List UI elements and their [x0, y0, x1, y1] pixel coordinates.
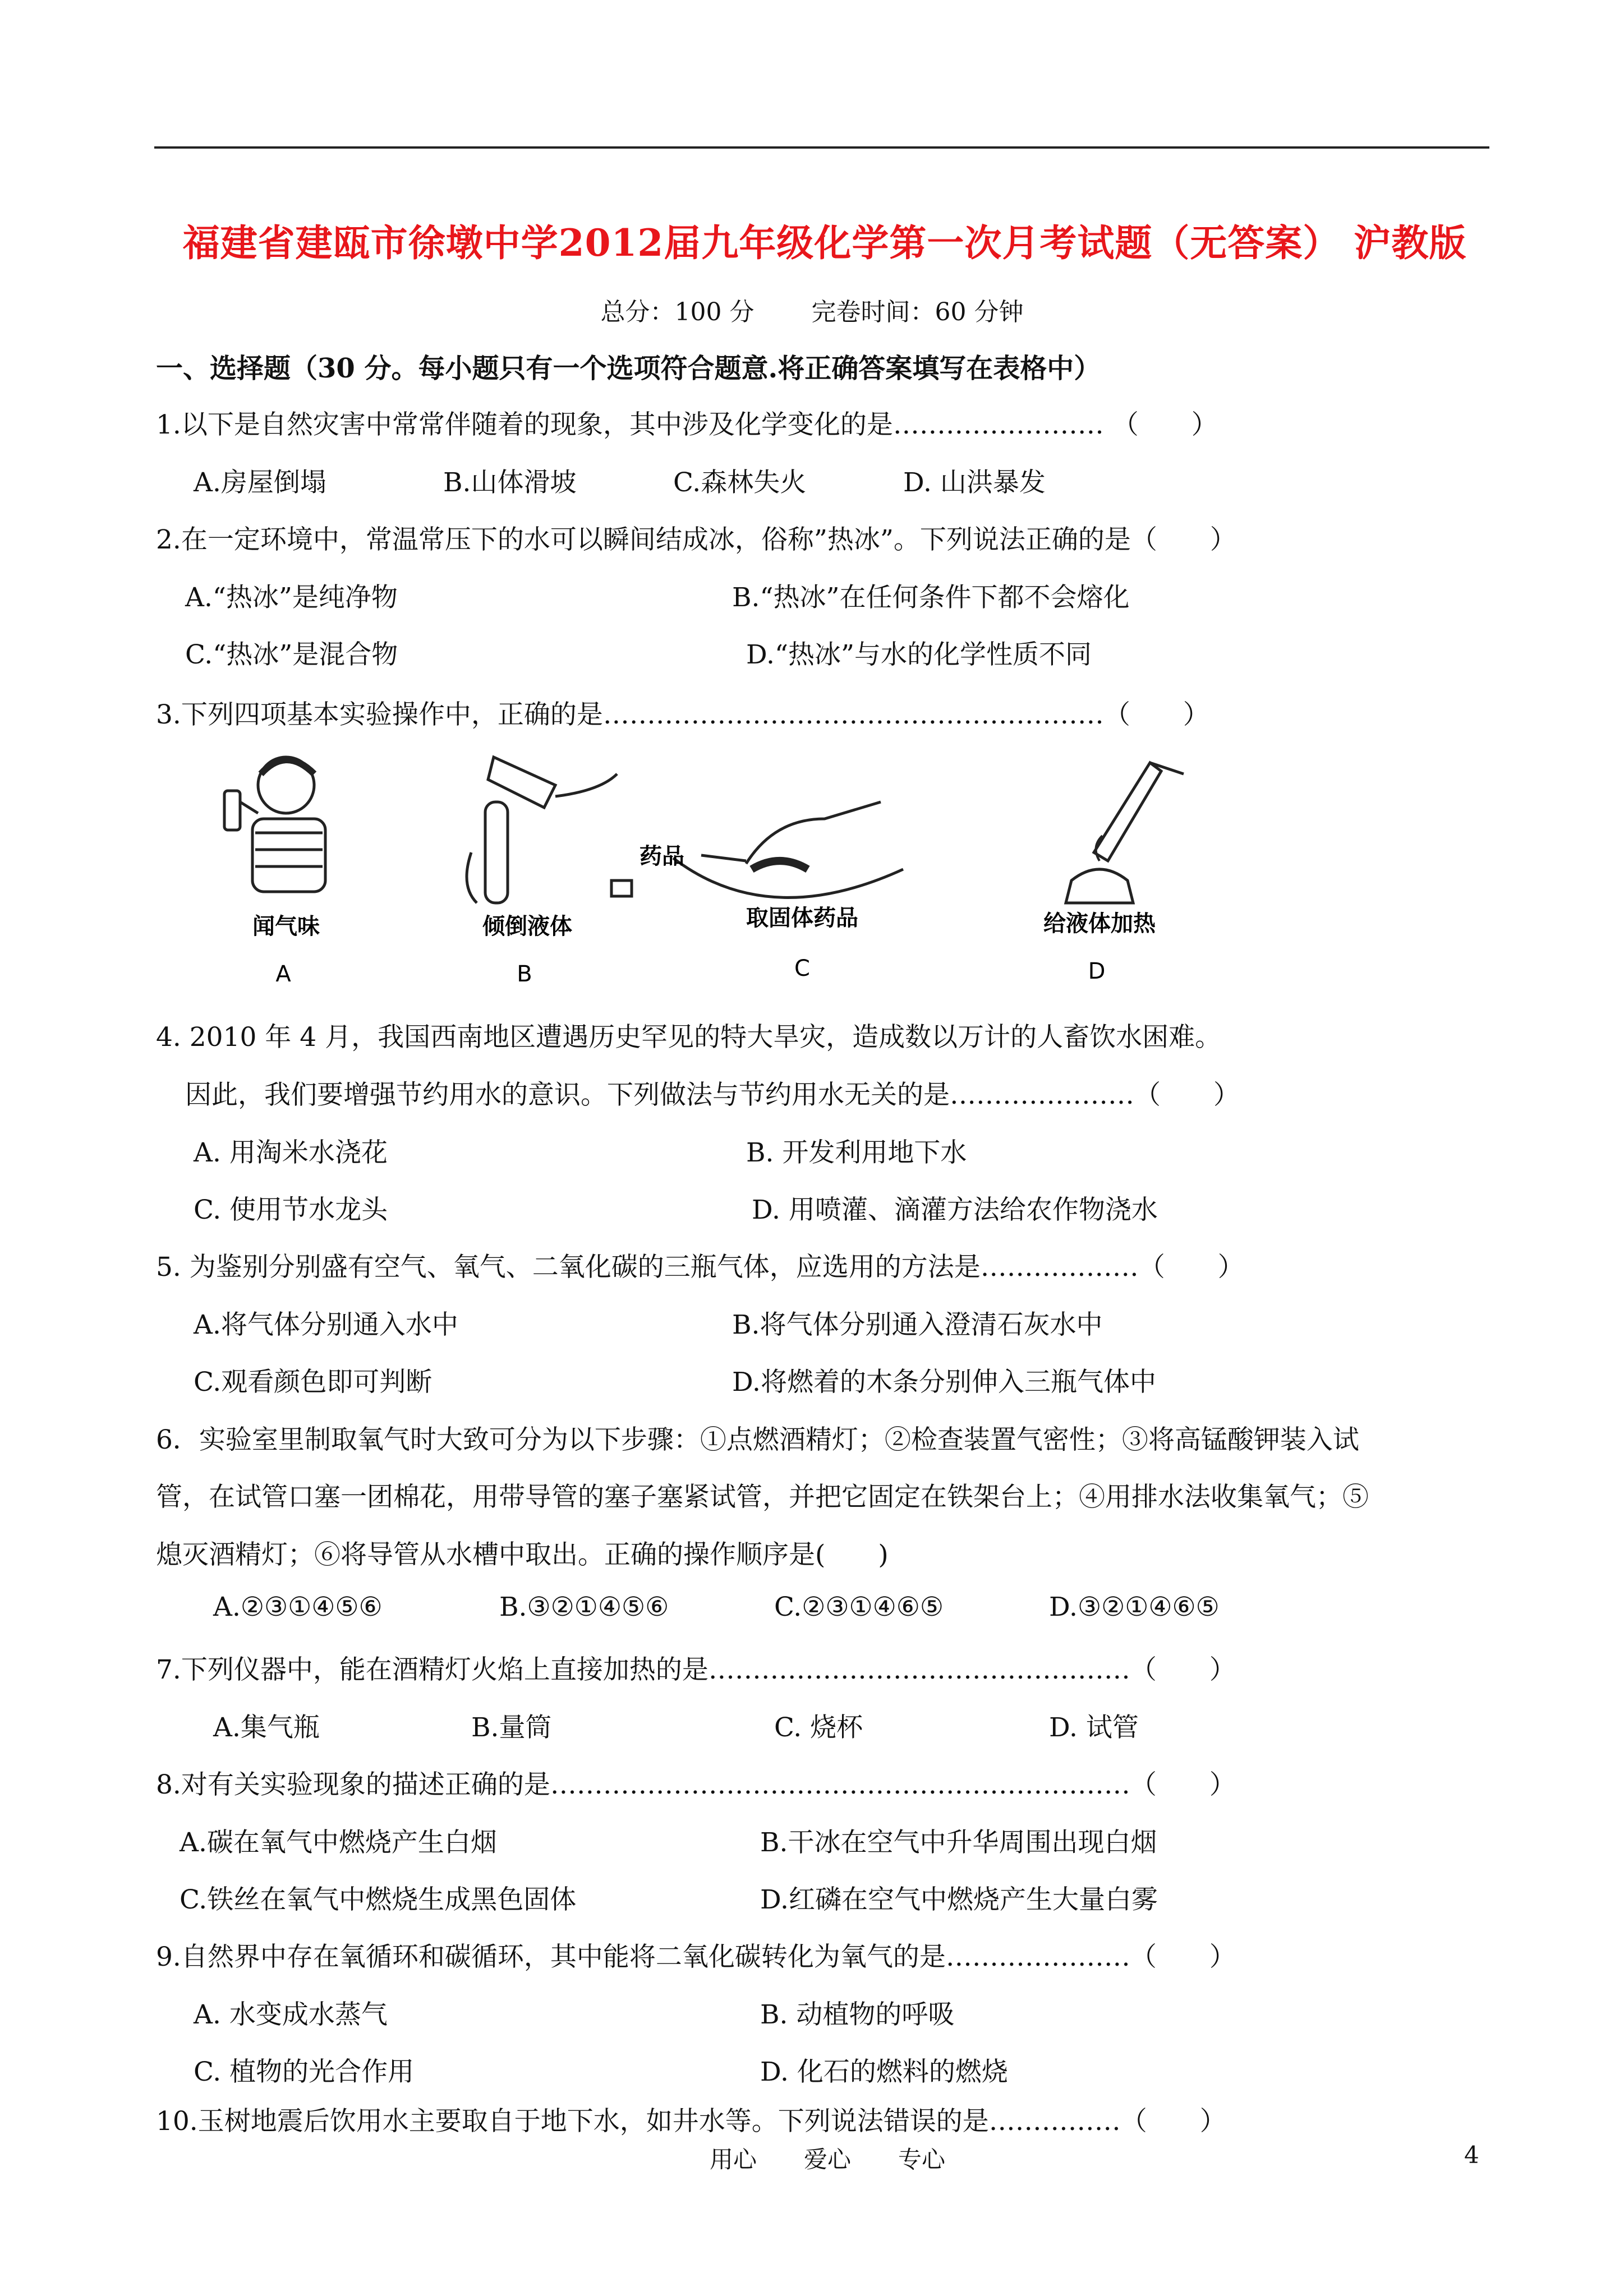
q6-option-a: A.②③①④⑤⑥: [213, 1592, 383, 1622]
q5-option-b: B.将气体分别通入澄清石灰水中: [732, 1310, 1103, 1340]
q2-option-b: B.“热冰”在任何条件下都不会熔化: [732, 582, 1130, 613]
q8-option-d: D.红磷在空气中燃烧产生大量白雾: [760, 1884, 1158, 1915]
question-2: 2.在一定环境中，常温常压下的水可以瞬间结成冰，俗称”热冰”。下列说法正确的是（ ）: [156, 524, 1236, 555]
q1-option-c: C.森林失火: [673, 467, 807, 498]
caption-heat: 给液体加热: [1043, 911, 1156, 937]
lab-operations-figure: [208, 740, 1307, 993]
footer-slogan: 用心 爱心 专心: [710, 2146, 946, 2173]
q6-option-b: B.③②①④⑤⑥: [499, 1592, 669, 1622]
q8-option-b: B.干冰在空气中升华周围出现白烟: [760, 1827, 1157, 1858]
letter-b: B: [517, 961, 532, 987]
caption-smell: 闻气味: [252, 914, 320, 939]
q5-option-d: D.将燃着的木条分别伸入三瓶气体中: [732, 1367, 1156, 1398]
q5-option-c: C.观看颜色即可判断: [194, 1367, 433, 1398]
pouring-illustration: [467, 757, 632, 903]
q7-option-b: B.量筒: [471, 1712, 552, 1743]
page-number: 4: [1464, 2141, 1479, 2169]
q9-option-d: D. 化石的燃料的燃烧: [760, 2057, 1008, 2087]
q1-option-b: B.山体滑坡: [443, 467, 577, 498]
letter-d: D: [1088, 958, 1106, 984]
question-3: 3.下列四项基本实验操作中，正确的是…………………………………………………（ ）: [156, 699, 1209, 730]
q5-option-a: A.将气体分别通入水中: [194, 1310, 458, 1340]
q1-option-a: A.房屋倒塌: [194, 467, 326, 498]
q4-option-a: A. 用淘米水浇花: [194, 1137, 388, 1168]
letter-c: C: [794, 956, 810, 981]
question-6: 6．实验室里制取氧气时大致可分为以下步骤：①点燃酒精灯；②检查装置气密性；③将高锰酸钾装入试: [156, 1424, 1359, 1455]
q1-option-d: D. 山洪暴发: [903, 467, 1046, 498]
exam-time: 完卷时间：60 分钟: [811, 298, 1024, 326]
q8-option-a: A.碳在氧气中燃烧产生白烟: [180, 1827, 497, 1858]
letter-a: A: [275, 961, 291, 987]
solid-illustration: [673, 802, 903, 897]
total-score: 总分：100 分: [600, 298, 755, 326]
q2-option-a: A.“热冰”是纯净物: [185, 582, 398, 613]
question-4-cont: 因此，我们要增强节约用水的意识。下列做法与节约用水无关的是…………………（ ）: [185, 1080, 1240, 1110]
q9-option-b: B. 动植物的呼吸: [760, 1999, 955, 2030]
heating-illustration: [1066, 763, 1184, 903]
caption-solid: 取固体药品: [746, 905, 858, 931]
q8-option-c: C.铁丝在氧气中燃烧生成黑色固体: [180, 1884, 577, 1915]
q7-option-c: C. 烧杯: [774, 1712, 863, 1743]
question-10: 10.玉树地震后饮用水主要取自于地下水，如井水等。下列说法错误的是……………（ ）: [156, 2106, 1226, 2137]
question-8: 8.对有关实验现象的描述正确的是…………………………………………………………（ ）: [156, 1769, 1236, 1800]
q4-option-b: B. 开发利用地下水: [746, 1137, 967, 1168]
q6-option-d: D.③②①④⑥⑤: [1049, 1592, 1220, 1622]
reagent-label: 药品: [640, 843, 684, 869]
q2-option-c: C.“热冰”是混合物: [185, 639, 398, 670]
question-6-cont2: 熄灭酒精灯；⑥将导管从水槽中取出。正确的操作顺序是( ): [156, 1539, 889, 1570]
q2-option-d: D.“热冰”与水的化学性质不同: [746, 639, 1092, 670]
smell-illustration: [224, 757, 325, 892]
question-1: 1.以下是自然灾害中常常伴随着的现象，其中涉及化学变化的是…………………… （ ）: [156, 409, 1218, 440]
question-4: 4. 2010 年 4 月，我国西南地区遭遇历史罕见的特大旱灾，造成数以万计的人畜饮水困难。: [156, 1022, 1222, 1053]
question-7: 7.下列仪器中，能在酒精灯火焰上直接加热的是…………………………………………（ ）: [156, 1654, 1236, 1685]
q6-option-c: C.②③①④⑥⑤: [774, 1592, 944, 1622]
question-5: 5. 为鉴别分别盛有空气、氧气、二氧化碳的三瓶气体，应选用的方法是………………（ ）: [156, 1252, 1244, 1283]
q7-option-a: A.集气瓶: [213, 1712, 320, 1743]
page-title: 福建省建瓯市徐墩中学2012届九年级化学第一次月考试题（无答案） 沪教版: [182, 221, 1467, 265]
q7-option-d: D. 试管: [1049, 1712, 1139, 1743]
question-9: 9.自然界中存在氧循环和碳循环，其中能将二氧化碳转化为氧气的是…………………（ ）: [156, 1942, 1236, 1972]
exam-info: [0, 292, 1624, 328]
section-heading: 一、选择题（30 分。每小题只有一个选项符合题意.将正确答案填写在表格中）: [156, 353, 1101, 384]
q9-option-c: C. 植物的光合作用: [194, 2057, 415, 2087]
q4-option-c: C. 使用节水龙头: [194, 1195, 388, 1225]
q9-option-a: A. 水变成水蒸气: [194, 1999, 388, 2030]
question-6-cont: 管，在试管口塞一团棉花，用带导管的塞子塞紧试管，并把它固定在铁架台上；④用排水法收集氧气；⑤: [156, 1482, 1369, 1513]
q4-option-d: D. 用喷灌、滴灌方法给农作物浇水: [752, 1195, 1158, 1225]
header-rule: [154, 146, 1489, 149]
caption-pour: 倾倒液体: [482, 914, 572, 939]
